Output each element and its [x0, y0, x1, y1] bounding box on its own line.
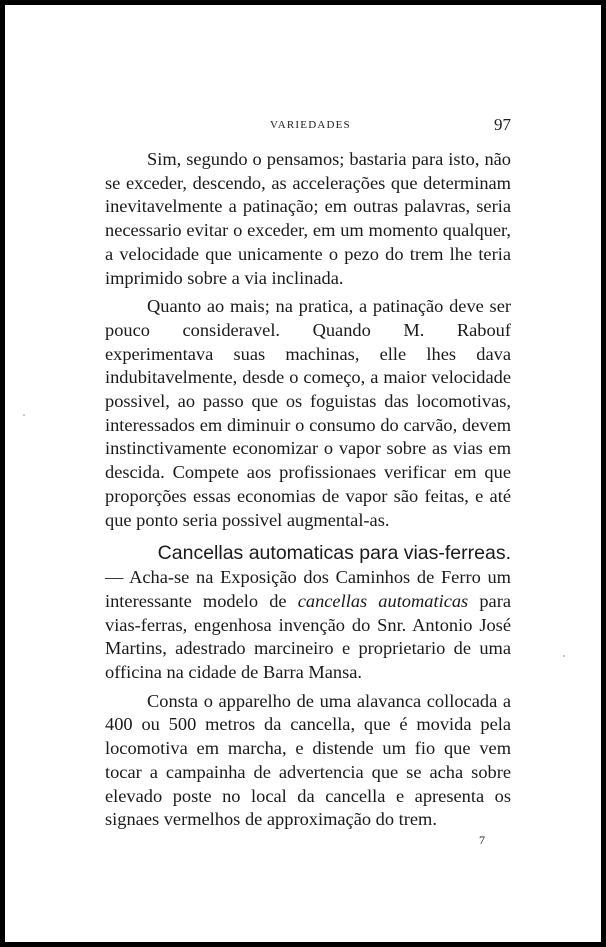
- page-body: [105, 148, 511, 837]
- paragraph-3-italic: cancellas automaticas: [297, 590, 469, 611]
- section-title: Cancellas automaticas para vias-ferreas.: [157, 542, 511, 565]
- page-header: [105, 115, 511, 141]
- paragraph-4: Consta o apparelho de uma alavanca collocada a 400 ou 500 metros da cancella, que é movida pela locomotiva em marcha, e distende um fio que vem tocar a campainha de advertencia que se acha sobre elevado poste no local da cancella e apresenta os signaes vermelhos de approximação do trem.: [105, 690, 511, 830]
- paragraph-3: [105, 566, 511, 685]
- paragraph-3-tail: para vias-ferras, engenhosa invenção do Snr. Antonio José Martins, adestrado marcineiro e proprietario de uma officina na cidade de Barra Mansa.: [105, 590, 511, 683]
- running-title: VARIEDADES: [270, 119, 351, 131]
- page-number: 97: [494, 115, 511, 134]
- paragraph-2: Quanto ao mais; na pratica, a patinação deve ser pouco consideravel. Quando M. Rabouf experimentava suas machinas, elle lhes dava indubitavelmente, desde o começo, a maior velocidade possivel, ao passo que os foguistas das locomotivas, interessados em diminuir o consumo do carvão, devem instinctivamente economizar o vapor sobre as vias em descida. Compete aos profissionaes verificar em que proporções essas economias de vapor são feitas, e até que ponto seria possivel augmental-as.: [105, 296, 511, 530]
- paragraph-1: Sim, segundo o pensamos; bastaria para isto, não se exceder, descendo, as accelerações que determinam inevitavelmente a patinação; em outras palavras, seria necessario evitar o exceder, em um momento qualquer, a velocidade que unicamente o pezo do trem lhe teria imprimido sobre a via inclinada.: [105, 149, 511, 288]
- paper-speck: [23, 414, 25, 416]
- book-page: [5, 5, 601, 942]
- paper-speck: [563, 655, 565, 657]
- signature-mark: 7: [479, 833, 485, 847]
- paragraph-3-lead: — Acha-se na Exposição dos Caminhos de Ferro um interessante modelo de: [105, 567, 511, 611]
